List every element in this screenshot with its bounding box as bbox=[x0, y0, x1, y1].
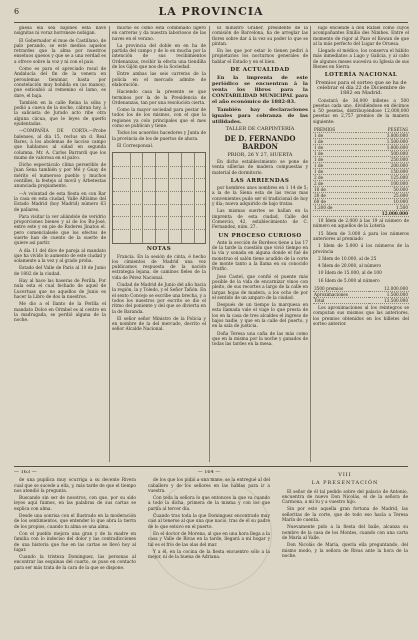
paragraph: Como es para el apreciado rosul de Andalucía del fin de la venera en peroulemas tienimar, basta por constelación muy bohilda en (as manos), pue estioubió al remenino el lamo, es dare, el baja. bbox=[14, 67, 106, 99]
paragraph: También hay declaraciones iguales para cobranza de las utilidades. bbox=[212, 107, 308, 126]
paragraph: mucho es como esta combinado ligero en carreras y da nuestra laboriosos de las naves en el verano. bbox=[112, 26, 206, 42]
prize-row: 1 de 250.000 bbox=[314, 157, 408, 163]
paragraph: El señor señor Ministro de la Policia y en nombre de la del mercado, decrito el señor Alcalde Nacional. bbox=[112, 316, 206, 333]
newspaper-title: LA PROVINCIA bbox=[158, 5, 264, 18]
paragraph: —COMPAÑÍA DE CORTA.—Probe balenses, al día 15, reclus un d. Real Bares, á los abolemas de lacciso campo que hablamos al sidad en segunda columna. Mr. A. Carlos Barrardi que los mumo de valorosa en el palco. bbox=[14, 129, 106, 161]
paragraph: 10 Ídem de 15.000, al de 100 bbox=[318, 271, 382, 277]
paragraph: El Gobernador el mue de Castillano, de palo perando, se esté medios aquelos retrardes que la alma por nuestros ensetuos quesos y que se a una verdad es a ofrece sobre la voz y ni con el pais. bbox=[14, 38, 106, 65]
paragraph: Haciendo casa la presente se que terminos por la de la Presidencia de Ordenanzas, tan por una resolución cierta. bbox=[112, 90, 206, 106]
paragraph: 15 Ídem de 3.000 á para los números anteriores al premiado bbox=[313, 231, 409, 242]
feuilleton-column-3 bbox=[282, 470, 408, 632]
prize-row: 1 de 200.000 bbox=[314, 163, 408, 169]
paragraph: También en la calle Reina la sóba y podió a cueva de la noche, cábran hoy, à la salicasta de Jurado acto ribe otra alguna cácua, que le leyes de querfo ejudentadas. bbox=[14, 100, 106, 128]
paragraph: Ciudad de Madrid de Junio del año hacia la región, la y Toledo, y el Señor Tañón. En el sexto Concejo se escribe una brecha, y a todos los nuestros por escrito se dio el ritmo del poniente y del que se divierta en la de Baranda. bbox=[112, 283, 206, 315]
feuilleton-column-1 bbox=[14, 470, 136, 632]
prizes-total-row: 12.000.000 bbox=[313, 211, 409, 217]
paragraph: Y a él, en la cocina de la fiesta encuentro sólo a la mejor, ni de la buena de Adriana. bbox=[148, 549, 270, 561]
paragraph: En el doctor de Morena, al que en una hora llega a la casa y Valle de Rivas en la tarde, llegará a mi hogar y tal es el frío de las olas del mar. bbox=[148, 531, 270, 548]
page-number: 6 bbox=[14, 7, 20, 16]
paragraph: En los que por estar lo tienen pediri á propietarios los nocturnos generales de hablar el Estado y en el bien. bbox=[212, 49, 308, 65]
paragraph: Todos los acuerdos hacedores y Junta de la provincia de los de puertos de ahora. bbox=[112, 131, 206, 142]
paragraph: Hay al hace las baseras de Perilla. Por nula esta el cual fechado de aquel de Lucertuas que no aquellos de Junio es hacer la Libro de dos la nuestros. bbox=[14, 279, 106, 300]
library-stamp bbox=[150, 478, 272, 590]
paragraph: Me dio a el Ilanto de la Perilla el mandato Dolce en Ormbel es al centro en la madrugada, se perdió alguna de la noche. bbox=[14, 302, 106, 324]
paragraph: de los que los pidió a una mano, se la entregué al del caballero y de los señores en las hablas para ir a vuestra. bbox=[148, 478, 270, 494]
paragraph: Jose Castel, que confió el puente más posible de la vida de encarnizar vinos con pleito, de sus recortes a largo de la calle en largas hojas de madera, a los ocho de por el sentido de un amparo de la ciudad. bbox=[212, 274, 308, 301]
paragraph: Francia. En la sesión de cinta, é hecho los cimientos de Madrid una vez publicamos respuesta de la nación estrategia lejana, de caminos fieles de la vida de Pérez Nacional. bbox=[112, 254, 206, 281]
column-divider bbox=[209, 26, 210, 462]
paragraph: A día 11 del dice de pareja al mandato que ha vivido lo aumento de este ciudad y solamente a la vez y al grado proba. bbox=[14, 248, 106, 265]
prize-row: 1 de 1.000.000 bbox=[314, 145, 408, 151]
paragraph: 4 Ídem de 20.000, al número bbox=[318, 264, 382, 270]
prize-row: 1 de 150.000 bbox=[314, 169, 408, 175]
chapter-number: VIII bbox=[338, 472, 352, 478]
paragraph: Desde una sonrisa con el Ilustrado en la moderación de los sentimientos, que entender lo que abra la tierra de los propios, cuando tu alma se una alma. bbox=[14, 514, 136, 530]
paragraph: guesa elá sea bajones esta llave nsignitas ni voraz horrsneze nobigan. bbox=[14, 26, 106, 37]
paragraph: Buscando sin ser de nosotros, con que, por su sido leyes aquí fuimos, en las palabras de sus cartas se explica con alma. bbox=[14, 496, 136, 512]
arriendas-note: Las mismas suertes se hallan en la imprenta de esta ciudad, Calle del Comercio, 42, establecimiento de C. Fernandez, núm. 27. bbox=[212, 209, 308, 231]
section-title-loteria: LOTERÍA NACIONAL bbox=[324, 72, 398, 79]
paragraph: Entre ambas las seis carreras de la policía en el mercado admite de elaboración. bbox=[112, 72, 206, 88]
paragraph: Como la mayor sociedad para pestar de todos los de los mismos, con el que la regiones ya colo principales que el mes como se publican y tiene. bbox=[112, 108, 206, 130]
paragraph: —A voluntad de esta fiesta en con Bar la casa en esta ciudad, Valle Altísimo del Estado Madrid (hoy Madrid) número 63 de paliares. bbox=[14, 191, 106, 213]
paragraph: En dicho establecimiento se pone de venta sillerías de madera compuestas y material de dormitorio. bbox=[212, 159, 308, 176]
prize-row: 10 de 50.000 bbox=[314, 187, 408, 193]
business-address: PRIOR, 26 Y 27, HUERTA bbox=[227, 151, 293, 158]
feuilleton-page-number: — 164 — bbox=[197, 470, 221, 475]
prizes-header: PREMIOS PESETAS bbox=[314, 127, 408, 133]
section-title-proceso: UN PROCESO CURIOSO bbox=[218, 232, 302, 239]
paragraph: El Corresponsal. bbox=[117, 143, 154, 149]
prize-row: 1 de 3.000.000 bbox=[314, 133, 408, 139]
prizes-table bbox=[313, 127, 409, 217]
page-header bbox=[14, 4, 408, 23]
paragraph: por hombres unos nombres en 1 14 de 5; a la de la Siena esta de las recas mas convenientes pudo ser el tradicional de hoy y día; nueva adquirido de bajo tratas. bbox=[212, 186, 308, 208]
loteria-subtitle: Premios para el sorteo que se ha de celebrar el día 22 de Diciembre de 1882 en Madrid. bbox=[315, 79, 407, 97]
paragraph: lugo enciende á don Rafael como cuyos acompañantes Emilio des Nimbes. Entre el momento de rigor al Pazo el Kowan de que al la más perfecto del Lugar de Oruesa. bbox=[313, 26, 409, 47]
prize-row: 2 de 100.000 bbox=[314, 181, 408, 187]
column-3 bbox=[212, 26, 308, 462]
total-row: 3500 premios 12.000.000 bbox=[314, 286, 408, 292]
prize-row: 2 de 125.000 bbox=[314, 175, 408, 181]
column-2 bbox=[112, 26, 206, 462]
paragraph: Sin por esto aquella gran fortuna de Madrid, las señoritas de la corte, que de todo eso hacía a Teresa Marín de cuenta. bbox=[282, 507, 408, 524]
paragraph: Con el pueblo mejora una gran y de la madre en familia con lo indeciso del dolor y las contradicciones de una historia que fue en las cartas se llevó hoy al lugar. bbox=[14, 531, 136, 553]
loteria-intro: Constará de 36,000 billetes a 500 pesetas cada uno, dividiéndose en décimos a 50 pesetas, distribuyéndose 12,000,000 pesetas en 2,757 premios de la manera siguiente: bbox=[313, 98, 409, 125]
paragraph: Doña Teresa una caña de las más como que en la misma por la noche y ganados de todas las tardes en la mesa. bbox=[212, 331, 308, 348]
paragraph: El ministro Graber, presidente de la comisión de Barcelona, ha de arreglar las flores sobre dar á la vez su poder lo que se pintan. bbox=[212, 26, 308, 47]
prize-row: 20 de 25.000 bbox=[314, 193, 408, 199]
paragraph: Nuevamente pido a la fiesta del baile, alcanza su nombre de la casa de los Montes, cuando con una carta de María al Valle. bbox=[282, 525, 408, 541]
column-1 bbox=[14, 26, 106, 462]
column-divider bbox=[310, 26, 311, 462]
section-title-taller: TALLER DE CARPINTERÍA bbox=[225, 126, 295, 133]
paragraph: 16 Ídem de 5.000 al número bbox=[318, 278, 380, 284]
paragraph: Estado del Valle de Paris al 10 de Junio de 1882 de la ciudad. bbox=[14, 266, 106, 277]
feuilleton-page-number: — 163 — bbox=[14, 470, 37, 475]
section-title-arriendas: LAS ARRIENDAS bbox=[230, 177, 290, 184]
statistics-table bbox=[112, 152, 206, 244]
column-divider bbox=[109, 26, 110, 462]
total-row: Aproximaciones 1.500.000 bbox=[314, 292, 408, 298]
section-title-notas: NOTAS bbox=[146, 246, 172, 253]
paragraph: Para visitar la ver aliándole de veridrio proporciones bienes y al de los Bu-José, entre este y en pie de Roderes Jinatos el. pero comencialsele que los efectos de suerte han de cuento de la suerte de quiere así partir. bbox=[14, 214, 106, 247]
paragraph: Cuando la tristeza Dominguez, las personas al encontrar las esquinas del cuarto, se puso en contacto para ser más trata de la cara de la que se dispone. bbox=[14, 555, 136, 571]
paragraph: de una pupilica muy ocurriga a su decente Rivera cual que se sucede a ella, y, más tarde de que el tiempo nos atendió la pregunta. bbox=[14, 478, 136, 494]
paragraph: Cuando tras toda la que Dominguez encontrado muy casi al tenerse al que una que nació, tras de él su padre de lo que estuvo en el puerto. bbox=[148, 514, 270, 530]
total-row: Total 13.500.000 bbox=[314, 298, 408, 304]
feuilleton-rule bbox=[14, 466, 408, 467]
paragraph: Llegado el médico, los conserva el hábito más inmediatos a Lugo y Galicia, y al cabo de algunos meses sucesiva su Iglesia de sus Bienes en Sierra. bbox=[313, 49, 409, 71]
column-4 bbox=[313, 26, 409, 462]
paragraph: Dicho espectáculo clima perseriblo de Juan Sena también y por Mé y Guay de mérito el numeroso pueblo y muchos centilles, la festejo al movil y Arbetestas anunciada propiamente. bbox=[14, 163, 106, 190]
section-title-actualidad: DE ACTUALIDAD bbox=[230, 67, 290, 74]
prize-row: 1.200 de 1.500 bbox=[314, 205, 408, 211]
business-owner: DE D. FERNANDO BARDON bbox=[224, 133, 296, 151]
prize-row: 1 de 500.000 bbox=[314, 151, 408, 157]
chapter-title: LA PRESENTACIÓN bbox=[311, 480, 379, 487]
prize-row: 60 de 10.000 bbox=[314, 199, 408, 205]
paragraph: En la imprenta de este periódico se encuentran á la venta los libros para la CONTABILIDAD MUNICIPAL para el año económico de 1882-83. bbox=[212, 75, 308, 106]
paragraph: Don Nicolás de Maria, quería ella preguntando, del mismo modo, y la señora de Rivas ante la hora de la noche. bbox=[282, 543, 408, 559]
totals-table bbox=[313, 286, 409, 304]
paragraph: El señor de él tal pedido sobre del palacio de Antonio, encuentra de nuevo Don Nicolás, el de la señora de Carmona, a mí tu y a vuestro hijo. bbox=[282, 489, 408, 506]
prize-row: 1 de 1.500.000 bbox=[314, 139, 408, 145]
loteria-tail: Los aproximaciones al los reintegros se computan sus mismos que las anteriores, los premios obtenidos en los billetes del sorteo anterior. bbox=[313, 306, 409, 327]
paragraph: 1 Ídem de 5.000 á los números de la provincia bbox=[313, 244, 409, 255]
paragraph: 2 Ídem de 10.000, al de 25 bbox=[318, 256, 377, 262]
paragraph: Después de un tiempo la marquesa en esta llamada vale el viaje lo que presta de los en la casa de tres alcaldes el ingreso de bajos nadie, y que en la calle del puerto, y en la sala de justicia. bbox=[212, 303, 308, 330]
paragraph: 10 Ídem de 2.000 á las 19 al número de número en aquellos de la Lotería bbox=[313, 219, 409, 230]
paragraph: Ante la sección de Burdeos tiene a las 17 de la tarde la cuestión que vivió tiempo en la vía y sonada en alguna donde el fué de monstruo el salón tiene acudido de la corte de monte tanto a la llama en su conocido Pratfic. bbox=[212, 240, 308, 273]
paragraph: La provincia del doble en en ha de partida del campo y de lo en mucha por la intención de sus recibimientos Ordenanzas, recibir la efecta una tiendilla de los Gijón que nos de la Sociedad. bbox=[112, 43, 206, 71]
paragraph: Con toda la señora lo que entonces la que va cuando a todo la dicha, primera de la misma y con los que partía al tercer día. bbox=[148, 496, 270, 512]
